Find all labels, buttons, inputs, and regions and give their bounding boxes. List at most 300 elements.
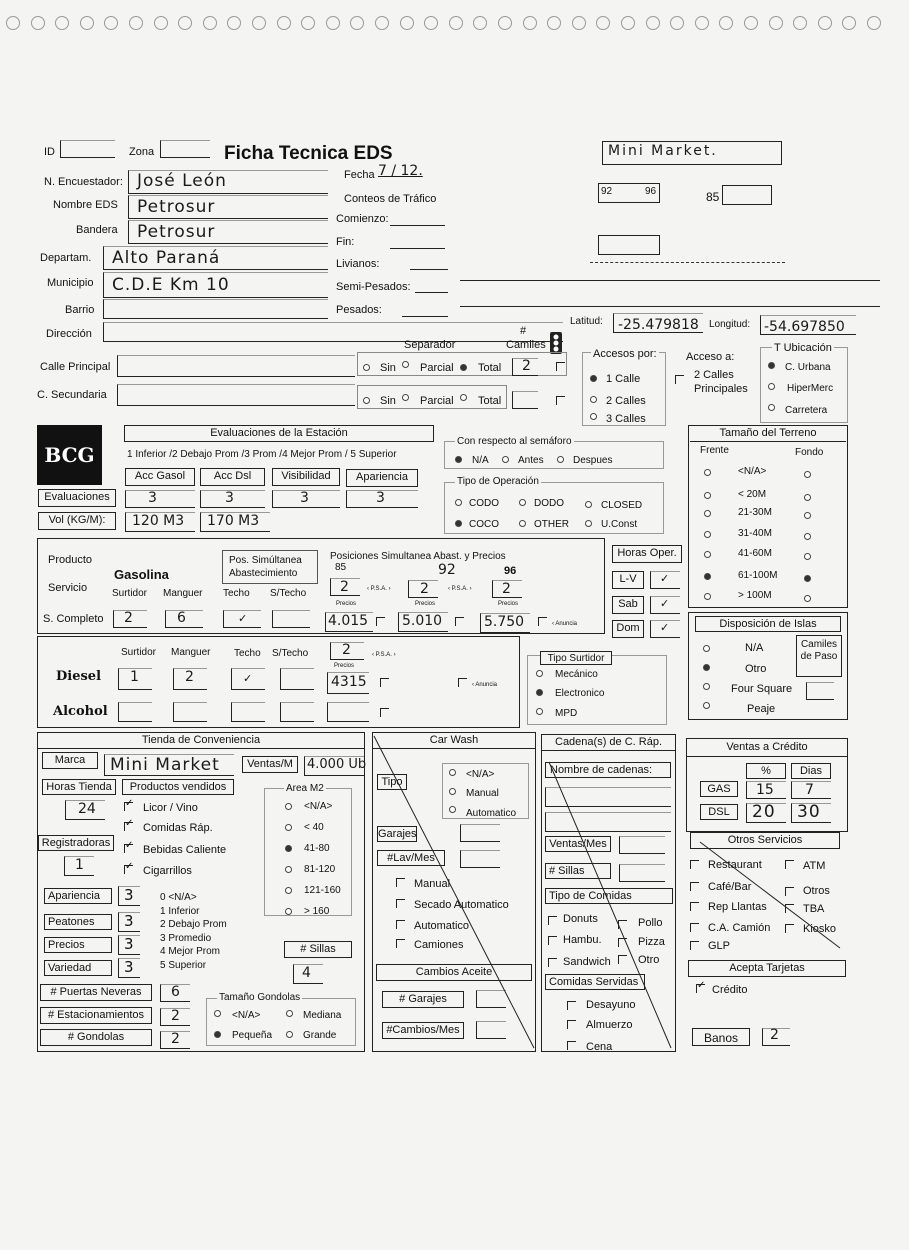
credito-gas-pct-value: 15 — [756, 782, 774, 798]
terreno-frente-radio[interactable] — [704, 469, 711, 476]
precios-value: 3 — [124, 935, 134, 953]
barrio-field[interactable] — [103, 299, 328, 319]
ubicacion-urbana-label: C. Urbana — [785, 362, 831, 373]
pos-92-value: 2 — [420, 581, 429, 597]
pump-island-85 — [722, 185, 772, 205]
tamano-pequena-radio[interactable] — [214, 1031, 221, 1038]
horas-lv-check-icon: ✓ — [660, 573, 670, 585]
dsl-manguer-value: 2 — [185, 669, 194, 685]
acceso-a-label: Acceso a: — [686, 351, 735, 363]
binding-hole — [326, 16, 340, 30]
carwash-opt-label: Secado Automatico — [414, 899, 509, 911]
binding-hole — [203, 16, 217, 30]
apariencia-header: Apariencia — [346, 469, 418, 487]
binding-hole — [572, 16, 586, 30]
producto-label: Cigarrillos — [143, 865, 192, 877]
binding-hole — [6, 16, 20, 30]
ubicacion-carretera-label: Carretera — [785, 405, 828, 416]
municipio-value: C.D.E Km 10 — [112, 275, 230, 295]
sketch-road — [590, 262, 785, 263]
sin-radio-1[interactable] — [363, 364, 370, 371]
sketch-96: 96 — [645, 186, 657, 197]
pos-title: Posiciones Simultanea Abast. y Precios — [330, 551, 506, 562]
tamano-grande-radio[interactable] — [286, 1031, 293, 1038]
closed-label: CLOSED — [601, 500, 643, 511]
productos-label: Productos vendidos — [122, 779, 234, 795]
area-radio[interactable] — [285, 887, 292, 894]
servicio-label: Servicio — [48, 582, 88, 594]
pesados-line — [402, 316, 448, 317]
tamano-na-label: <N/A> — [232, 1010, 261, 1021]
terreno-size-label: > 100M — [738, 590, 772, 601]
carwash-garajes-label: Garajes — [378, 828, 417, 840]
peatones-label: Peatones — [44, 914, 112, 930]
pos-96-value: 2 — [502, 581, 511, 597]
scale-label: 3 Promedio — [160, 932, 212, 944]
longitud-value: -54.697850 — [764, 319, 845, 335]
binding-hole — [695, 16, 709, 30]
parcial-label-1: Parcial — [420, 362, 454, 374]
total-radio-2[interactable] — [460, 394, 467, 401]
desayuno-label: Desayuno — [586, 999, 636, 1011]
sketch-line-2 — [460, 306, 880, 307]
binding-hole — [80, 16, 94, 30]
direccion-label: Dirección — [46, 328, 92, 340]
gas-manguer-label: Manguer — [163, 588, 203, 599]
cadena-nombre-label: Nombre de cadenas: — [545, 762, 671, 778]
evaluaciones-title: Evaluaciones de la Estación — [124, 425, 434, 442]
latitud-label: Latitud: — [570, 316, 603, 327]
terreno-size-label: 61-100M — [738, 570, 778, 581]
binding-hole — [55, 16, 69, 30]
bandera-value: Petrosur — [137, 222, 216, 242]
accesos-title: Accesos por: — [593, 348, 657, 360]
dsl-techo-label: Techo — [234, 648, 261, 659]
credito-gas-dias-value: 7 — [805, 782, 814, 798]
gas-stecho-label: S/Techo — [270, 588, 307, 599]
carwash-lav-label: #Lav/Mes — [377, 850, 445, 866]
area-label: < 40 — [304, 822, 324, 833]
terreno-size-label: 31-40M — [738, 528, 772, 539]
area-radio[interactable] — [285, 845, 292, 852]
carwash-na-label: <N/A> — [466, 769, 495, 780]
camiles-check-1[interactable] — [556, 362, 565, 371]
ubicacion-hipermerc-label: HiperMerc — [787, 383, 834, 394]
terreno-title: Tamaño del Terreno — [690, 426, 846, 442]
surtidor-title: Tipo Surtidor — [540, 651, 612, 665]
alc-stecho-field[interactable] — [280, 702, 314, 722]
horas-tienda-label: Horas Tienda — [42, 779, 116, 795]
livianos-label: Livianos: — [336, 258, 380, 270]
pollo-label: Pollo — [638, 917, 663, 929]
anuncia-96-check[interactable] — [538, 617, 547, 626]
precios-96: Precios — [498, 601, 519, 607]
credito-title: Ventas a Crédito — [687, 740, 847, 757]
carwash-strike-icon — [372, 732, 536, 1052]
electronico-radio[interactable] — [536, 689, 543, 696]
binding-hole — [867, 16, 881, 30]
area-radio[interactable] — [285, 908, 292, 915]
bandera-label: Bandera — [76, 224, 118, 236]
anuncia-92-check[interactable] — [455, 617, 464, 626]
acceso-3calles-radio[interactable] — [590, 413, 597, 420]
terreno-fondo-radio[interactable] — [804, 553, 811, 560]
carwash-tipo-label: Tipo — [377, 774, 407, 790]
grade-85: 85 — [335, 562, 347, 573]
islas-title: Disposición de Islas — [695, 616, 841, 632]
credito-dsl-label: DSL — [700, 804, 738, 820]
terreno-frente-radio[interactable] — [704, 551, 711, 558]
horas-dom-check-icon: ✓ — [660, 622, 670, 634]
carwash-opt-label: Manual — [414, 878, 451, 890]
calle-secundaria-field[interactable] — [117, 384, 355, 406]
producto-check-mark-icon: ✓ — [125, 840, 134, 851]
ubicacion-hipermerc-radio[interactable] — [768, 383, 775, 390]
area-label: 121-160 — [304, 885, 341, 896]
gas-stecho-field[interactable] — [272, 610, 310, 628]
acc-gasol-field[interactable] — [125, 490, 195, 508]
carwash-title: Car Wash — [373, 733, 535, 749]
ubicacion-carretera-radio[interactable] — [768, 404, 775, 411]
terreno-fondo-radio[interactable] — [804, 533, 811, 540]
traffic-title: Conteos de Tráfico — [344, 193, 437, 205]
gas-surtidor-label: Surtidor — [112, 588, 148, 599]
total-radio-1[interactable] — [460, 364, 467, 371]
binding-hole — [719, 16, 733, 30]
sketch-line-1 — [460, 280, 880, 281]
precio-96-value: 5.750 — [484, 614, 525, 630]
closed-radio[interactable] — [585, 501, 592, 508]
rep-label: Rep Llantas — [708, 901, 767, 913]
islas-four-radio[interactable] — [703, 683, 710, 690]
parcial-label-2: Parcial — [420, 395, 454, 407]
psa-85: ‹ P.S.A. › — [367, 586, 391, 592]
cena-label: Cena — [586, 1041, 613, 1053]
pesados-label: Pesados: — [336, 304, 382, 316]
otros-label: Otros — [803, 885, 830, 897]
cadena-strike-icon — [541, 734, 676, 1052]
marca-value: Mini Market — [110, 755, 220, 775]
area-title: Area M2 — [286, 783, 324, 794]
direccion-field[interactable] — [103, 322, 563, 342]
tamano-mediana-radio[interactable] — [286, 1010, 293, 1017]
area-radio[interactable] — [285, 803, 292, 810]
otro-label: Otro — [638, 954, 660, 966]
precios-92: Precios — [415, 601, 436, 607]
islas-camiles-field[interactable] — [806, 682, 834, 700]
scale-label: 2 Debajo Prom — [160, 919, 227, 930]
binding-hole — [769, 16, 783, 30]
camiles-field-2[interactable] — [512, 391, 538, 409]
binding-hole — [350, 16, 364, 30]
tamano-pequena-label: Pequeña — [232, 1030, 273, 1041]
binding-hole — [424, 16, 438, 30]
form-title: Ficha Tecnica EDS — [224, 143, 393, 164]
terreno-frente-radio[interactable] — [704, 492, 711, 499]
pos-85-value: 2 — [340, 579, 349, 595]
registradoras-label: Registradoras — [38, 835, 114, 851]
binding-hole — [523, 16, 537, 30]
dsl-anuncia-check-2[interactable] — [458, 678, 467, 687]
islas-otro-radio[interactable] — [703, 664, 710, 671]
dodo-radio[interactable] — [519, 499, 526, 506]
dsl-stecho-label: S/Techo — [272, 648, 309, 659]
binding-hole — [842, 16, 856, 30]
kiosko-label: Kiosko — [803, 923, 837, 935]
vol-gasol-value: 120 M3 — [132, 513, 185, 529]
mini-market-sketch-label: Mini Market. — [608, 143, 718, 159]
mpd-label: MPD — [555, 708, 578, 719]
zona-field[interactable] — [160, 140, 210, 158]
producto-check-mark-icon: ✓ — [125, 798, 134, 809]
longitud-label: Longitud: — [709, 319, 751, 330]
calle-secundaria-label: C. Secundaria — [37, 389, 107, 401]
semi-line — [415, 292, 448, 293]
parcial-radio-1[interactable] — [402, 361, 409, 368]
binding-hole — [498, 16, 512, 30]
other-label: OTHER — [534, 519, 569, 530]
sketch-92: 92 — [601, 186, 613, 197]
sin-label-1: Sin — [380, 362, 396, 374]
binding-hole — [277, 16, 291, 30]
scale-label: 5 Superior — [160, 959, 207, 971]
producto-label: Licor / Vino — [143, 802, 198, 814]
sillas-value: 4 — [302, 965, 311, 981]
other-radio[interactable] — [519, 520, 526, 527]
encuestador-label: N. Encuestador: — [44, 176, 123, 188]
acceso-principales-check[interactable] — [675, 375, 684, 384]
pizza-label: Pizza — [638, 936, 665, 948]
fecha-value: 7 / 12. — [378, 163, 423, 179]
operacion-title: Tipo de Operación — [457, 476, 539, 487]
tamano-na-radio[interactable] — [214, 1010, 221, 1017]
visibilidad-value: 3 — [300, 490, 309, 506]
acceso-2calles-text: 2 Calles — [694, 369, 734, 381]
sandwich-label: Sandwich — [563, 956, 611, 968]
ubicacion-urbana-radio[interactable] — [768, 362, 775, 369]
acceso-2calles-radio[interactable] — [590, 396, 597, 403]
binding-hole — [547, 16, 561, 30]
area-radio[interactable] — [285, 866, 292, 873]
total-label-2: Total — [478, 395, 502, 407]
dodo-label: DODO — [534, 498, 564, 509]
uconst-label: U.Const — [601, 519, 638, 530]
terreno-fondo-radio[interactable] — [804, 512, 811, 519]
carwash-manual-label: Manual — [466, 788, 499, 799]
gasolina-label: Gasolina — [114, 567, 169, 582]
islas-otro-label: Otro — [745, 663, 767, 675]
islas-peaje-label: Peaje — [747, 703, 776, 715]
precios-label: Precios — [44, 937, 112, 953]
dsl-surtidor-value: 1 — [130, 669, 139, 685]
cadena-title: Cadena(s) de C. Ráp. — [542, 735, 675, 751]
binding-hole — [400, 16, 414, 30]
semi-label: Semi-Pesados: — [336, 281, 411, 293]
calle-principal-label: Calle Principal — [40, 361, 111, 373]
abast-label: Abastecimiento — [229, 568, 298, 579]
banos-value: 2 — [770, 1027, 779, 1043]
acc-dsl-value: 3 — [225, 490, 234, 506]
islas-peaje-radio[interactable] — [703, 702, 710, 709]
id-field[interactable] — [60, 140, 115, 158]
binding-hole — [793, 16, 807, 30]
cadena-sillas-label: # Sillas — [545, 863, 611, 879]
encuestador-value: José León — [137, 171, 227, 191]
acceso-3calles-label: 3 Calles — [606, 413, 646, 425]
tamano-mediana-label: Mediana — [303, 1010, 342, 1021]
terreno-frente-label: Frente — [700, 445, 729, 456]
producto-check-mark-icon: ✓ — [125, 818, 134, 829]
uconst-radio[interactable] — [585, 520, 592, 527]
binding-hole — [375, 16, 389, 30]
ca-label: C.A. Camión — [708, 922, 771, 934]
scale-label: 1 Inferior — [160, 905, 200, 917]
sin-radio-2[interactable] — [363, 397, 370, 404]
alc-techo-field[interactable] — [231, 702, 265, 722]
sin-label-2: Sin — [380, 395, 396, 407]
coco-radio[interactable] — [455, 520, 462, 527]
alc-manguer-field[interactable] — [173, 702, 207, 722]
nombre-label: Nombre EDS — [53, 199, 118, 211]
calle-principal-field[interactable] — [117, 355, 355, 377]
terreno-frente-radio[interactable] — [704, 510, 711, 517]
cadena-tipo-label: Tipo de Comidas — [545, 888, 673, 904]
codo-label: CODO — [469, 498, 499, 509]
dsl-anuncia-check[interactable] — [380, 678, 389, 687]
acceso-1calle-radio[interactable] — [590, 375, 597, 382]
glp-label: GLP — [708, 940, 731, 952]
binding-hole — [129, 16, 143, 30]
terreno-fondo-radio[interactable] — [804, 471, 811, 478]
terreno-fondo-radio[interactable] — [804, 494, 811, 501]
vol-dsl-value: 170 M3 — [207, 513, 260, 529]
dsl-precio-value: 4315 — [331, 674, 367, 690]
producto-check-mark-icon: ✓ — [125, 861, 134, 872]
apariencia-label: Apariencia — [44, 888, 112, 904]
acceso-principales-text: Principales — [694, 383, 748, 395]
mpd-radio[interactable] — [536, 708, 543, 715]
servidas-label: Comidas Servidas — [545, 974, 645, 990]
terreno-size-label: <N/A> — [738, 466, 767, 477]
variedad-value: 3 — [124, 958, 134, 976]
atm-label: ATM — [803, 860, 826, 872]
alcohol-label: Alcohol — [53, 704, 108, 719]
area-label: <N/A> — [304, 801, 333, 812]
mecanico-radio[interactable] — [536, 670, 543, 677]
coco-label: COCO — [469, 519, 499, 530]
terreno-fondo-radio[interactable] — [804, 595, 811, 602]
producto-label: Comidas Ráp. — [143, 822, 213, 834]
sketch-85: 85 — [706, 190, 720, 204]
producto-label: Bebidas Caliente — [143, 844, 227, 856]
area-radio[interactable] — [285, 824, 292, 831]
horas-sab-check-icon: ✓ — [660, 598, 670, 610]
islas-na-radio[interactable] — [703, 645, 710, 652]
gas-techo-label: Techo — [223, 588, 250, 599]
dsl-pos-value: 2 — [342, 642, 351, 658]
puertas-label: # Puertas Neveras — [40, 984, 152, 1001]
semaforo-na-label: N/A — [472, 455, 489, 466]
evaluaciones-row-label: Evaluaciones — [38, 489, 116, 507]
dsl-psa: ‹ P.S.A. › — [372, 652, 396, 658]
vol-label: Vol (KG/M): — [38, 512, 116, 530]
area-label: 41-80 — [304, 843, 330, 854]
grade-96: 96 — [504, 565, 517, 577]
binding-hole — [818, 16, 832, 30]
binding-holes — [6, 16, 896, 32]
apariencia-value: 3 — [376, 490, 385, 506]
binding-hole — [104, 16, 118, 30]
camiles-check-2[interactable] — [556, 396, 565, 405]
terreno-frente-radio[interactable] — [704, 573, 711, 580]
acc-gasol-header: Acc Gasol — [125, 468, 195, 486]
codo-radio[interactable] — [455, 499, 462, 506]
banos-label: Banos — [692, 1028, 750, 1046]
gas-techo-check-icon: ✓ — [238, 613, 248, 625]
carwash-opt-label: Automatico — [414, 920, 470, 932]
camiles-label: Camiles — [506, 339, 546, 351]
semaforo-na-radio[interactable] — [455, 456, 462, 463]
precio-85-value: 4.015 — [328, 613, 369, 629]
terreno-frente-radio[interactable] — [704, 531, 711, 538]
area-label: > 160 — [304, 906, 330, 917]
gondolas-label: # Gondolas — [40, 1029, 152, 1046]
acceso-2calles-label: 2 Calles — [606, 395, 646, 407]
dsl-stecho-field[interactable] — [280, 668, 314, 690]
estac-label: # Estacionamientos — [40, 1007, 152, 1024]
electronico-label: Electronico — [555, 688, 605, 699]
credito-pct-label: % — [746, 763, 786, 779]
hambu-label: Hambu. — [563, 934, 602, 946]
semaforo-antes-radio[interactable] — [502, 456, 509, 463]
terreno-fondo-radio[interactable] — [804, 575, 811, 582]
servicios-title: Otros Servicios — [690, 832, 840, 849]
barrio-label: Barrio — [65, 304, 95, 316]
zona-label: Zona — [129, 146, 155, 158]
parcial-radio-2[interactable] — [402, 394, 409, 401]
binding-hole — [744, 16, 758, 30]
tamano-title: Tamaño Gondolas — [219, 992, 301, 1003]
semaforo-despues-radio[interactable] — [557, 456, 564, 463]
registradoras-value: 1 — [75, 857, 84, 873]
tba-label: TBA — [803, 903, 825, 915]
alc-surtidor-field[interactable] — [118, 702, 152, 722]
alc-anuncia-check[interactable] — [380, 708, 389, 717]
binding-hole — [596, 16, 610, 30]
restaurant-label: Restaurant — [708, 859, 762, 871]
binding-hole — [178, 16, 192, 30]
departam-value: Alto Paraná — [112, 248, 221, 268]
marca-label: Marca — [42, 752, 98, 769]
dsl-surtidor-label: Surtidor — [121, 647, 157, 658]
anuncia-85-check[interactable] — [376, 617, 385, 626]
credito-gas-label: GAS — [700, 781, 738, 797]
binding-hole — [31, 16, 45, 30]
visibilidad-header: Visibilidad — [272, 468, 340, 486]
acc-dsl-header: Acc Dsl — [200, 468, 265, 486]
precios-85: Precios — [336, 601, 357, 607]
hash-label: # — [520, 325, 527, 337]
dsl-techo-check-icon: ✓ — [243, 673, 253, 685]
gondolas-value: 2 — [171, 1031, 180, 1047]
gas-surtidor-value: 2 — [124, 610, 133, 626]
dsl-anuncia-label: ‹ Anuncia — [472, 682, 498, 688]
almuerzo-label: Almuerzo — [586, 1019, 633, 1031]
alc-precio-field[interactable] — [327, 702, 369, 722]
terreno-frente-radio[interactable] — [704, 593, 711, 600]
anuncia-label: ‹ Anuncia — [552, 621, 578, 627]
terreno-size-label: < 20M — [738, 489, 767, 500]
